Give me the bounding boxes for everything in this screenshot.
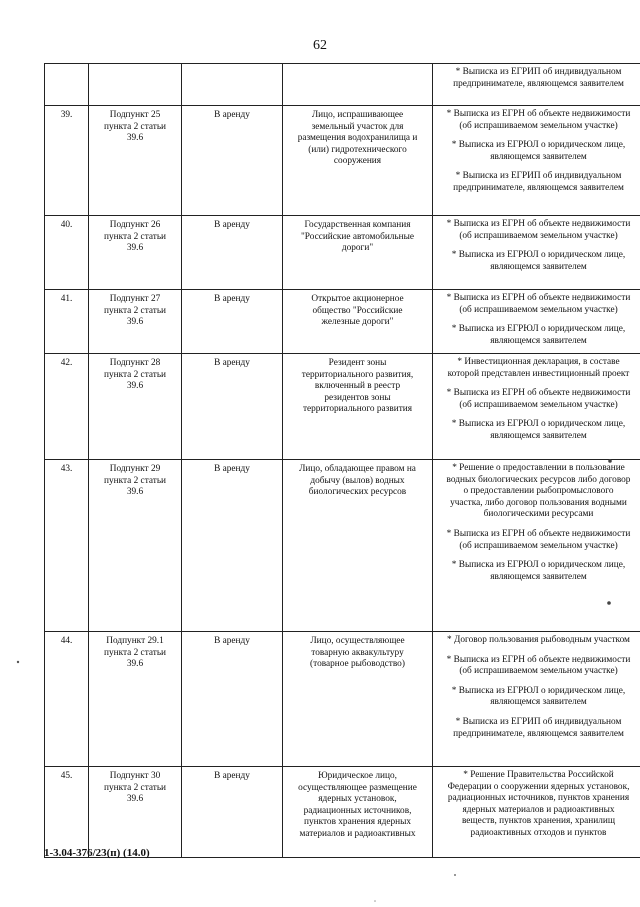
text-line: биологических ресурсов [308,487,407,498]
text-line: Подпункт 26 [109,220,161,230]
text-line: которой представлен инвестиционный проект [447,368,630,379]
text-line: являющемся заявителем [490,335,587,346]
text-line: Подпункт 27 [109,294,161,304]
text-line: Подпункт 29 [109,464,161,474]
text-line: В аренду [214,294,250,304]
text-line: являющемся заявителем [490,151,587,162]
row-number-cell: 44. [45,632,89,767]
text-line: Резидент зоны [328,358,387,368]
text-line: 39.6 [126,487,144,498]
text-line: Подпункт 29.1 [106,636,164,646]
text-line: пункта 2 статьи [103,647,167,658]
text-line: * Выписка из ЕГРИП об индивидуальном [455,171,622,182]
text-line: Открытое акционерное [311,294,404,304]
text-line: товарную аквакультуру [311,647,404,658]
text-line: являющемся заявителем [490,430,587,441]
text-line: Подпункт 25 [109,110,161,120]
text-line: (об испрашиваемом земельном участке) [459,120,618,131]
text-line: (об испрашиваемом земельном участке) [459,666,618,677]
text-line: являющемся заявителем [490,697,587,708]
text-line: радиационных источников, пунктов хранения [447,793,630,804]
text-line: В аренду [214,771,250,781]
text-line: (об испрашиваемом земельном участке) [459,540,618,551]
text-line: дороги" [341,243,374,254]
text-line: 39.6 [126,794,144,805]
text-line: * Выписка из ЕГРИП об индивидуальном [455,716,622,727]
text-line: 39.6 [126,317,144,328]
text-line: железные дороги" [321,317,394,328]
text-line: * Выписка из ЕГРН об объекте недвижимости [446,109,631,119]
text-line: Федерации о сооружении ядерных установок, [447,781,630,792]
text-line: осуществляющее размещение [298,782,417,793]
text-line: сооружения [333,156,382,167]
text-line: радиационных источников, [303,805,412,816]
text-line: * Выписка из ЕГРН об объекте недвижимости [446,219,631,229]
document-code: 1-3.04-376/23(п) (14.0) [44,847,150,859]
text-line: пункта 2 статьи [103,305,167,316]
text-line: В аренду [214,220,250,230]
text-line: * Выписка из ЕГРЮЛ о юридическом лице, [451,419,626,430]
row-number-cell: 39. [45,106,89,216]
text-line: Подпункт 30 [109,771,161,781]
text-line: участка, либо договор пользования водными [450,497,627,508]
row-number-cell: 43. [45,460,89,632]
text-line: * Выписка из ЕГРН об объекте недвижимости [446,654,631,665]
text-line: материалов и радиоактивных [299,828,416,839]
text-line: предпринимателе, являющемся заявителем [453,182,624,193]
text-line: резидентов зоны [324,392,391,403]
text-line: веществ, пунктов хранения, хранилищ [461,816,616,827]
text-line: 39.6 [126,133,144,144]
text-line: * Выписка из ЕГРН об объекте недвижимости [446,388,631,399]
text-line: пункта 2 статьи [103,121,167,132]
row-number-cell: 40. [45,216,89,290]
text-line: о предоставлении рыбопромыслового [463,486,614,497]
row-number-cell: 45. [45,767,89,858]
text-line: 39.6 [126,659,144,670]
text-line: территориального развития [302,404,413,415]
text-line: * Выписка из ЕГРЮЛ о юридическом лице, [451,140,626,151]
text-line: ядерных материалов и радиоактивных [462,804,615,815]
text-line: В аренду [214,110,250,120]
text-line: * Выписка из ЕГРН об объекте недвижимости [446,293,631,303]
text-line: пункта 2 статьи [103,231,167,242]
text-line: * Выписка из ЕГРЮЛ о юридическом лице, [451,250,626,261]
text-line: пунктов хранения ядерных [303,817,412,828]
scan-speck [374,900,376,902]
text-line: * Решение Правительства Российской [463,770,614,780]
text-line: В аренду [214,636,250,646]
text-line: пункта 2 статьи [103,475,167,486]
text-line: пункта 2 статьи [103,782,167,793]
text-line: В аренду [214,464,250,474]
scan-speck [607,601,611,605]
text-line: * Решение о предоставлении в пользование [452,463,625,473]
text-line: Лицо, обладающее правом на [299,464,416,474]
text-line: (об испрашиваемом земельном участке) [459,230,618,241]
text-line: Государственная компания [304,220,411,230]
text-line: водных биологических ресурсов либо договор [446,474,631,485]
text-line: * Выписка из ЕГРЮЛ о юридическом лице, [451,560,626,571]
page-number: 62 [313,38,327,53]
text-line: * Выписка из ЕГРЮЛ о юридическом лице, [451,324,626,335]
text-line: 39.6 [126,381,144,392]
text-line: (или) гидротехнического [308,144,407,155]
text-line: общество "Российские [312,305,403,316]
text-line: 39.6 [126,243,144,254]
text-line: "Российские автомобильные [300,231,415,242]
text-line: Лицо, осуществляющее [310,636,405,646]
text-line: (об испрашиваемом земельном участке) [459,399,618,410]
text-line: ядерных установок, [318,794,397,805]
scan-speck [608,459,612,463]
text-line: биологическими ресурсами [483,509,594,520]
text-line: * Выписка из ЕГРИП об индивидуальном [455,67,622,77]
row-number-cell: 42. [45,354,89,460]
text-line: * Инвестиционная декларация, в составе [457,357,620,367]
text-line: предпринимателе, являющемся заявителем [453,728,624,739]
text-line: * Выписка из ЕГРН об объекте недвижимости [446,528,631,539]
scan-speck [454,874,456,876]
text-line: Юридическое лицо, [318,771,397,781]
text-line: земельный участок для [311,121,404,132]
text-line: (об испрашиваемом земельном участке) [459,304,618,315]
text-line: предпринимателе, являющемся заявителем [453,78,624,89]
text-line: являющемся заявителем [490,571,587,582]
text-line: радиоактивных отходов и пунктов [470,827,607,838]
scan-speck [17,661,19,663]
text-line: территориального развития, [301,369,414,380]
text-line: В аренду [214,358,250,368]
text-line: Подпункт 28 [109,358,161,368]
text-line: являющемся заявителем [490,261,587,272]
text-line: (товарное рыбоводство) [310,659,405,670]
text-line: размещения водохранилища и [297,133,418,144]
text-line: добычу (вылов) водных [310,475,405,486]
row-number-cell: 41. [45,290,89,354]
text-line: пункта 2 статьи [103,369,167,380]
text-line: Лицо, испрашивающее [311,110,404,120]
text-line: * Договор пользования рыбоводным участком [447,635,630,645]
text-line: * Выписка из ЕГРЮЛ о юридическом лице, [451,685,626,696]
text-line: включенный в реестр [314,381,401,392]
